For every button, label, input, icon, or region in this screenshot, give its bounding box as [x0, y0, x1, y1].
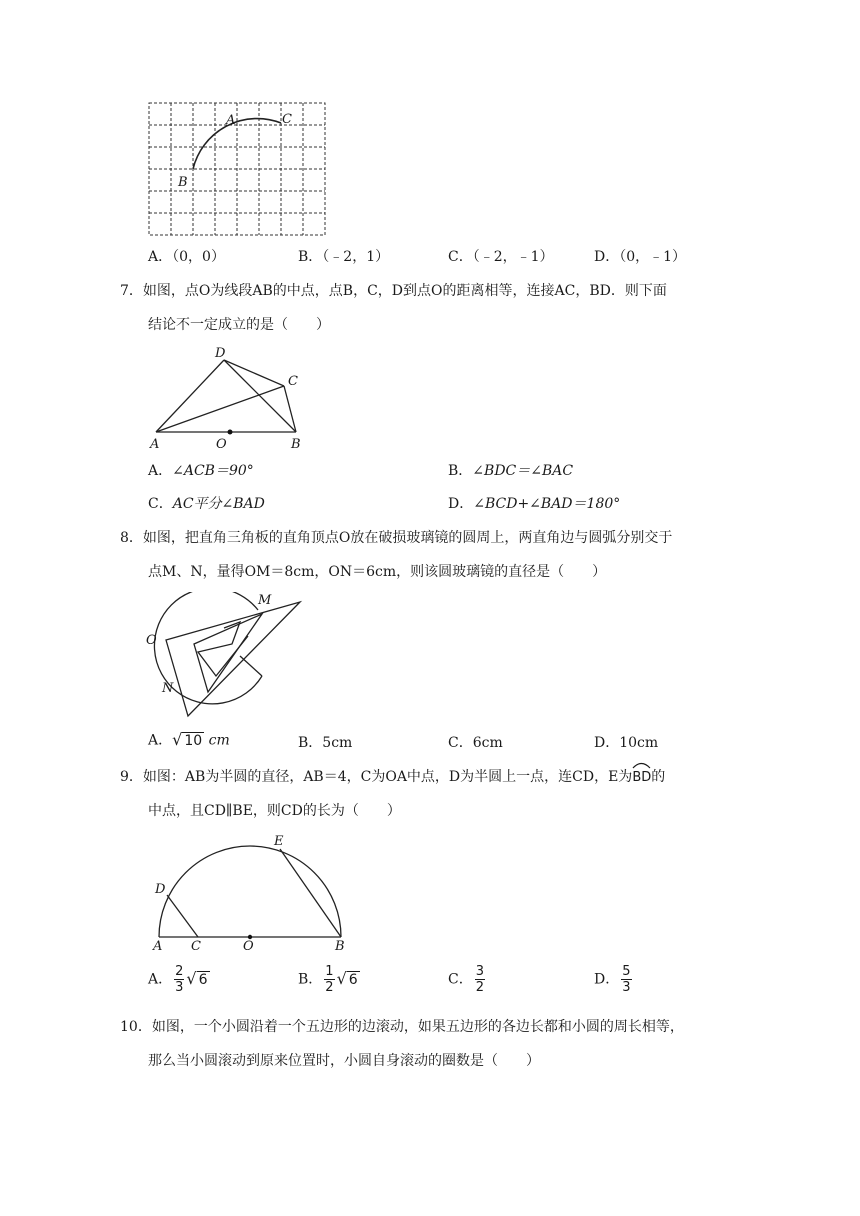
q6-option-c: C．（﹣2，﹣1）	[448, 249, 554, 265]
q8-stem-line1: 8．如图，把直角三角板的直角顶点O放在破损玻璃镜的圆周上，两直角边与圆弧分别交于	[120, 530, 673, 546]
q6-option-b: B．（﹣2，1）	[298, 249, 390, 265]
q10-stem-line2: 那么当小圆滚动到原来位置时，小圆自身滚动的圈数是（ ）	[148, 1053, 540, 1069]
q9-stem-line2: 中点，且CD∥BE，则CD的长为（ ）	[148, 803, 401, 819]
label-b: B	[291, 437, 301, 452]
q8-option-d: D．10cm	[594, 735, 659, 751]
label-c: C	[191, 939, 201, 954]
label-d: D	[215, 346, 226, 361]
q9-option-a: A． $\frac{2}{3}$ √ 6	[148, 964, 208, 995]
q7-option-b: B．∠BDC＝∠BAC	[448, 463, 574, 479]
arc-bd-symbol: BD	[632, 768, 651, 788]
q8-option-b: B．5cm	[298, 735, 353, 751]
label-d: D	[155, 882, 166, 897]
q8-option-c: C．6cm	[448, 735, 503, 751]
label-o: O	[146, 633, 157, 648]
q9-stem-line1: 9．如图：AB为半圆的直径，AB＝4，C为OA中点，D为半圆上一点，连CD，E为 BD的	[120, 767, 665, 788]
q7-option-d: D．∠BCD+∠BAD＝180°	[448, 496, 621, 512]
figure-q7-triangles	[148, 344, 316, 454]
q6-option-a: A．（0，0）	[148, 249, 225, 265]
q6-option-d: D．（0，﹣1）	[594, 249, 687, 265]
label-o: O	[243, 939, 254, 954]
q7-stem-line1: 7．如图，点O为线段AB的中点，点B，C，D到点O的距离相等，连接AC，BD．则下面	[120, 283, 667, 299]
figure-q9-semicircle	[150, 828, 350, 954]
label-e: E	[274, 834, 284, 849]
q7-stem-line2: 结论不一定成立的是（ ）	[148, 317, 330, 333]
label-b: B	[335, 939, 345, 954]
label-o: O	[216, 437, 227, 452]
figure-q8-broken-mirror	[144, 592, 304, 722]
q8-option-a: A．√ 10 cm	[148, 730, 230, 749]
label-a: A	[226, 113, 236, 128]
q8-stem-line2: 点M、N，量得OM＝8cm，ON＝6cm，则该圆玻璃镜的直径是（ ）	[148, 564, 607, 580]
label-m: M	[258, 593, 272, 608]
label-a: A	[150, 437, 160, 452]
label-b: B	[178, 175, 188, 190]
q7-option-a: A．∠ACB＝90°	[148, 463, 254, 479]
label-a: A	[153, 939, 163, 954]
q10-stem-line1: 10．如图，一个小圆沿着一个五边形的边滚动，如果五边形的各边长都和小圆的周长相等，	[120, 1019, 684, 1035]
q9-option-d: D． $\frac{5}{3}$	[594, 964, 631, 995]
q7-option-c: C．AC平分∠BAD	[148, 496, 265, 512]
label-n: N	[162, 681, 174, 696]
label-c: C	[282, 112, 292, 127]
figure-q6-grid	[148, 102, 326, 236]
q9-option-c: C． $\frac{3}{2}$	[448, 964, 484, 995]
label-c: C	[288, 374, 298, 389]
q9-option-b: B． $\frac{1}{2}$ √ 6	[298, 964, 358, 995]
